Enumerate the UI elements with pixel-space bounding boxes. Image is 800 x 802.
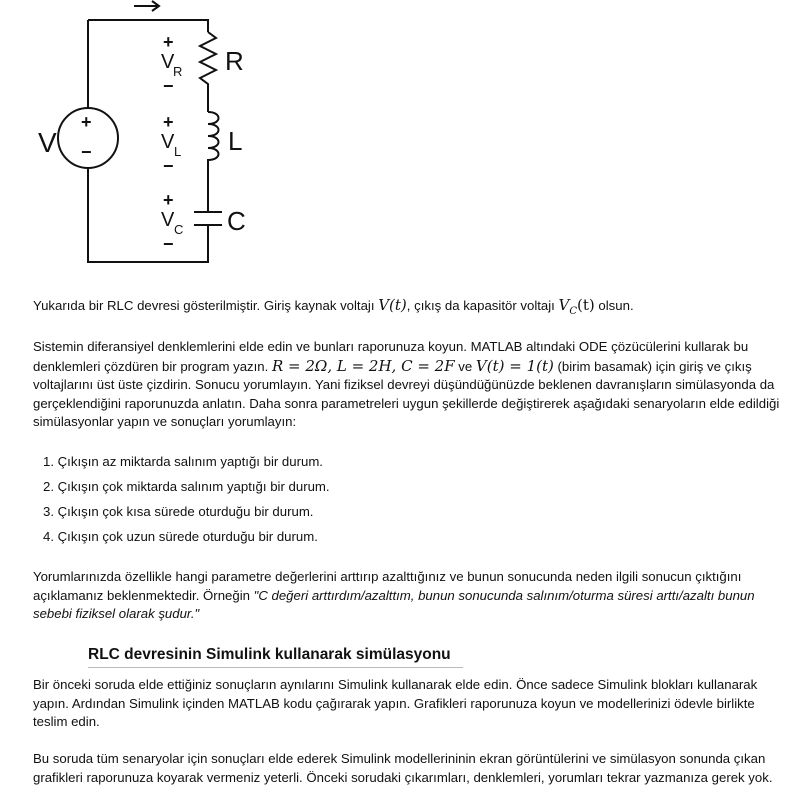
math-input: V(t) = 1(t): [475, 356, 554, 375]
intro-paragraph: Yukarıda bir RLC devresi gösterilmiştir. Giriş kaynak voltajı V(t), çıkış da kapasitör voltajı $V_C(t)$ olsun.: [33, 296, 634, 317]
svg-text:V: V: [161, 131, 175, 153]
section-heading: RLC devresinin Simulink kullanarak simülasyonu: [88, 645, 463, 668]
vl-marker: [161, 112, 181, 176]
vr-marker: [161, 32, 182, 96]
resistor: [200, 32, 216, 112]
math-params: R = 2Ω, L = 2H, C = 2F: [271, 356, 455, 375]
svg-text:L: L: [174, 144, 182, 159]
svg-text:+: +: [163, 190, 174, 210]
source-plus: +: [81, 112, 92, 132]
source-label: V: [38, 127, 57, 158]
comments-paragraph: Yorumlarınızda özellikle hangi parametre değerlerini arttırıp azalttığınız ve bunun sonucunda neden ilgili sonucun çıktığını açıklamanız beklenmektedir. Örneğin "C değeri arttırdım/azalttım, bunun sonucunda salınım/oturma süresi arttı/azaltı bunun sebebi fiziksel olarak şudur.": [33, 569, 755, 621]
source-minus: −: [81, 142, 92, 162]
svg-text:−: −: [163, 76, 174, 96]
math-vt: V(t): [378, 296, 407, 314]
list-item: 1. Çıkışın az miktarda salınım yaptığı bir durum.: [43, 454, 323, 469]
list-item: 3. Çıkışın çok kısa sürede oturduğu bir durum.: [43, 504, 314, 519]
svg-text:+: +: [163, 112, 174, 132]
example-quote: "C değeri arttırdım/azalttım, bunun sonucunda salınım/oturma süresi arttı/azaltı bunun sebebi fiziksel olarak şudur.": [33, 587, 755, 621]
task-paragraph: Sistemin diferansiyel denklemlerini elde edin ve bunları raporunuza koyun. MATLAB altındaki ODE çözücülerini kullarak bu denklemleri çözdüren bir program yazın. R = 2Ω, L = 2H, C = 2F ve V(t) = 1(t) (birim basamak) için giriş ve çıkış voltajlarını üst üste çizdirin. Sonucu yorumlayın. Yani fiziksel devreyi düşündüğünüzde beklenen davranışların simülasyonda da gerçeklendiğini raporunuzda anlatın. Daha sonra parametreleri uygun şekillerde değiştirerek aşağıdaki senaryoların elde edildiği simülasyonlar yapın ve sonuçları yorumlayın:: [33, 339, 780, 429]
svg-text:V: V: [161, 209, 175, 231]
inductor-label: L: [228, 126, 243, 156]
capacitor-label: C: [227, 206, 246, 236]
simulink-paragraph: Bir önceki soruda elde ettiğiniz sonuçların aynılarını Simulink kullanarak elde edin. Önce sadece Simulink blokları kullanarak yapın. Ardından Simulink içinden MATLAB kodu çağırarak yapın. Grafikleri raporunuza koyun ve modellerinizi ödevle birlikte teslim edin.: [33, 677, 758, 729]
vc-marker: [161, 190, 183, 254]
inductor: [208, 112, 219, 212]
math-vct: $V_C(t)$: [558, 296, 595, 317]
svg-text:+: +: [163, 32, 174, 52]
svg-text:−: −: [163, 234, 174, 254]
svg-text:R: R: [173, 64, 183, 79]
list-item: 4. Çıkışın çok uzun sürede oturduğu bir durum.: [43, 529, 318, 544]
top-wire: [88, 20, 208, 32]
resistor-label: R: [225, 46, 244, 76]
svg-text:V: V: [161, 51, 175, 73]
left-wire-bottom: [88, 168, 208, 262]
list-item: 2. Çıkışın çok miktarda salınım yaptığı bir durum.: [43, 479, 330, 494]
deliverables-paragraph: Bu soruda tüm senaryolar için sonuçları elde ederek Simulink modellerininin ekran görüntülerini ve simülasyon sonunda çıkan grafikleri raporunuza koyarak vermeniz yeterli. Önceki sorudaki çıkarımları, denklemleri, yorumları tekrar yazmanıza gerek yok.: [33, 751, 773, 785]
rlc-circuit-diagram: [30, 0, 260, 270]
svg-text:C: C: [174, 222, 184, 237]
scenario-list: [43, 453, 330, 553]
svg-text:−: −: [163, 156, 174, 176]
